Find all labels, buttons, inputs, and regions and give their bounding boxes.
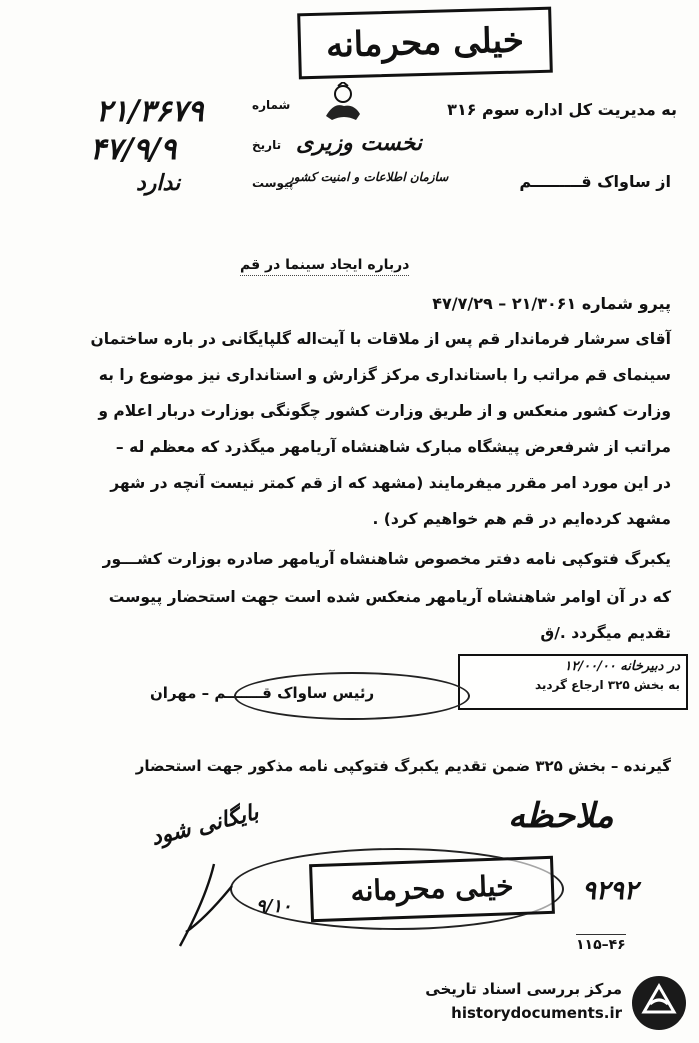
date-label: تاریخ [252,138,282,152]
registration-stamp-line-1: در دبیرخانه ۱۲/۰۰/۰۰ [564,659,680,674]
body-line-1: آقای سرشار فرماندار قم پس از ملاقات با آیت‌اله گلپایگانی در باره ساختمان [90,330,671,348]
watermark-logo-icon [630,974,688,1032]
body-line-3: وزارت کشور منعکس و از طریق وزارت کشور چگونگی بوزارت دربار اعلام و [98,402,671,420]
handwritten-archive-note: بایگانی شود [148,799,262,851]
body2-line-1: یکبرگ فتوکپی نامه دفتر مخصوص شاهنشاه آریامهر صادره بوزارت کشـــور [102,550,671,568]
number-label: شماره [252,98,291,112]
lion-and-sun-emblem-icon [320,82,366,126]
bottom-code: ۴۶–۱۱۵ [576,934,626,953]
body-line-2: سینمای قم مراتب را باستانداری مرکز گزارش و استانداری نیز موضوع را به [98,366,671,384]
organization-handwritten: نخست وزیری [296,130,422,156]
recipient-line: گیرنده – بخش ۳۲۵ ضمن تقدیم یکبرگ فتوکپی نامه مذکور جهت استحضار [135,757,671,775]
addressee-line: به مدیریت کل اداره سوم ۳۱۶ [447,100,677,119]
registration-stamp [458,654,688,710]
body2-line-2: که در آن اوامر شاهنشاه آریامهر منعکس شده است جهت استحضار پیوست [108,588,671,606]
organization-printed: سازمان اطلاعات و امنیت کشور [288,170,449,184]
body-line-4: مراتب از شرفعرض پیشگاه مبارک شاهنشاه آریامهر میگذرد که معظم له – [115,438,671,456]
sender-line: از ساواک قـــــــــم [519,172,671,191]
watermark [408,970,694,1036]
bottom-secret-stamp: خیلی محرمانه [309,856,555,922]
number-value: ۲۱/۳۶۷۹ [96,94,204,129]
handwritten-mark-icon [176,858,236,950]
watermark-url: historydocuments.ir [451,1004,622,1022]
subject-line: درباره ایجاد سینما در قم [240,257,409,276]
handwritten-date: ۹/۱۰ [256,896,292,917]
reference-line: پیرو شماره ۲۱/۳۰۶۱ – ۴۷/۷/۲۹ [432,294,671,313]
attachment-value: ندارد [136,170,181,196]
top-secret-stamp: خیلی محرمانه [297,7,553,80]
watermark-title: مرکز بررسی اسناد تاریخی [425,980,622,998]
body-line-6: مشهد کرده‌ایم در قم هم خواهیم کرد) . [372,510,671,528]
registration-stamp-line-2: به بخش ۳۲۵ ارجاع گردید [534,678,680,692]
signature-circle [234,672,470,720]
date-value: ۴۷/۹/۹ [90,132,177,167]
handwritten-code: ۹۲۹۲ [582,876,638,906]
signature-line: رئیس ساواک قـــــــم – مهران [150,684,375,702]
handwritten-initials: ملاحظه [508,796,614,836]
attachment-label: پیوست [252,176,294,190]
body-line-5: در این مورد امر مقرر میفرمایند (مشهد که از قم کمتر نیست آنچه در شهر [110,474,671,492]
body2-line-3: تقدیم میگردد ./ق [540,624,671,642]
